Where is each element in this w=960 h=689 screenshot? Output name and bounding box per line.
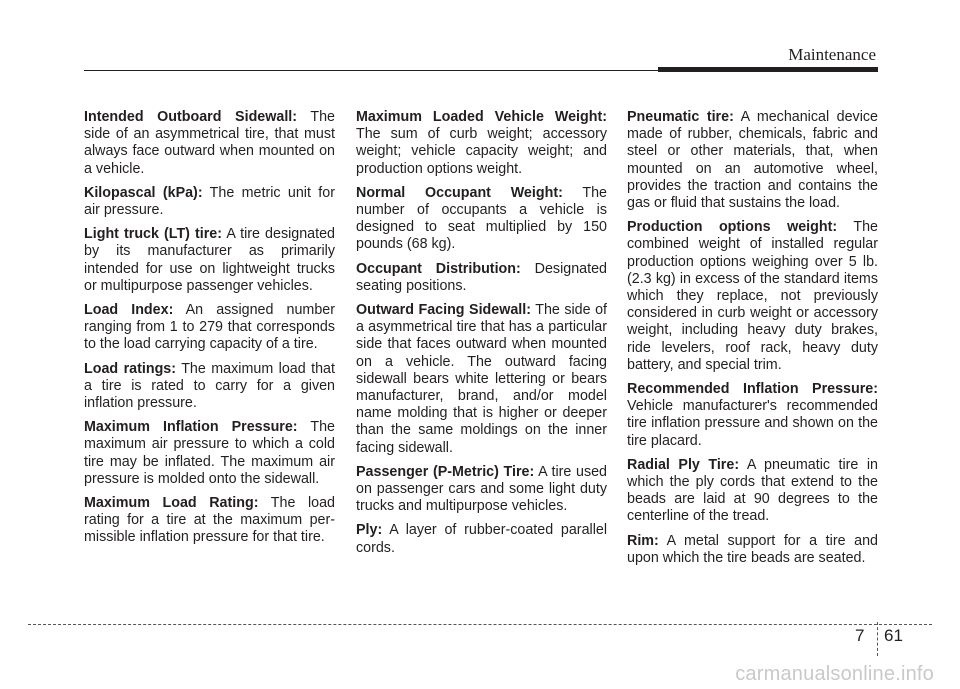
entry-term: Intended Outboard Sidewall: xyxy=(84,109,298,125)
glossary-entry xyxy=(84,226,335,295)
glossary-entry xyxy=(627,109,878,212)
glossary-entry xyxy=(84,302,335,354)
entry-term: Radial Ply Tire: xyxy=(627,456,740,473)
section-title: Maintenance xyxy=(788,45,876,64)
entry-text: The metric unit for air pressure. xyxy=(84,184,335,219)
glossary-entry xyxy=(356,522,607,556)
glossary-entry xyxy=(627,381,878,450)
entry-text: Designated seating positions. xyxy=(356,260,607,294)
entry-text: A tire used on passenger cars and some light duty trucks and multipurpose vehicles. xyxy=(356,463,607,515)
entry-term: Maximum Inflation Pressure: xyxy=(84,419,298,436)
entry-term: Maximum Load Rating: xyxy=(84,495,259,512)
glossary-entry xyxy=(627,219,878,374)
entry-text: The side of an asymmetrical tire, that must always face outward when mounted on a vehicle. xyxy=(84,109,335,177)
entry-text: The maximum air pressure to which a cold tire may be inflated. The maximum air pressure is molded onto the sidewall. xyxy=(84,419,336,487)
column-1 xyxy=(84,109,335,554)
footer-rule xyxy=(28,624,932,625)
entry-text: The combined weight of installed regular production options weighing over 5 lb.(2.3 kg) in excess of the standard items which they replace, not previously considered in curb weight or accessory weight, including heavy duty brakes, ride levelers, roof rack, heavy duty battery, and special trim. xyxy=(627,219,878,373)
entry-term: Load Index: xyxy=(84,302,174,319)
entry-text: A metal support for a tire and upon which the tire beads are seated. xyxy=(627,532,879,566)
entry-text: The number of occupants a vehicle is designed to seat multiplied by 150 pounds (68 kg). xyxy=(356,184,607,253)
glossary-entry xyxy=(356,302,607,457)
entry-term: Light truck (LT) tire: xyxy=(84,226,223,243)
glossary-entry xyxy=(84,185,335,219)
watermark: carmanualsonline.info xyxy=(735,663,934,685)
entry-text: A tire designated by its manufacturer as primarily intended for use on lightweight trucks or multipurpose passenger vehicles. xyxy=(84,226,336,294)
page-number-divider xyxy=(877,622,878,656)
entry-text: A layer of rubber-coated parallel cords. xyxy=(356,522,607,556)
entry-term: Pneumatic tire: xyxy=(627,109,734,125)
glossary-entry xyxy=(84,109,335,178)
glossary-entry xyxy=(356,261,607,295)
entry-text: An assigned number ranging from 1 to 279 that corresponds to the load carrying capacity of a tire. xyxy=(84,302,335,353)
column-3 xyxy=(627,109,878,574)
entry-term: Outward Facing Sidewall: xyxy=(356,302,531,319)
page-number: 61 xyxy=(884,626,903,645)
entry-term: Production options weight: xyxy=(627,219,838,236)
glossary-entry xyxy=(356,185,607,254)
entry-text: Vehicle manufacturer's recommended tire inflation pressure and shown on the tire placard. xyxy=(627,398,878,449)
entry-term: Rim: xyxy=(627,532,659,549)
glossary-entry xyxy=(84,419,335,488)
entry-text: A pneumatic tire in which the ply cords that extend to the beads are laid at 90 degrees to the centerline of the tread. xyxy=(627,456,879,525)
entry-term: Recommended Inflation Pressure: xyxy=(627,381,878,398)
glossary-entry xyxy=(627,533,878,567)
entry-term: Occupant Distribution: xyxy=(356,260,521,277)
glossary-entry xyxy=(84,495,335,547)
entry-term: Kilopascal (kPa): xyxy=(84,184,203,201)
header-accent-bar xyxy=(658,67,878,72)
glossary-entry xyxy=(356,109,607,178)
entry-term: Ply: xyxy=(356,522,383,539)
entry-term: Passenger (P-Metric) Tire: xyxy=(356,463,535,480)
glossary-entry xyxy=(84,361,335,413)
glossary-entry xyxy=(356,464,607,516)
column-2 xyxy=(356,109,607,564)
entry-term: Normal Occupant Weight: xyxy=(356,184,563,201)
glossary-entry xyxy=(627,457,878,526)
entry-term: Load ratings: xyxy=(84,360,177,377)
entry-text: The maximum load that a tire is rated to carry for a given inflation pressure. xyxy=(84,360,335,412)
entry-text: A mechanical device made of rubber, chemicals, fabric and steel or other materials, that, when mounted on an automotive wheel, provides the traction and contains the gas or fluid that sustains the load. xyxy=(627,109,878,212)
entry-text: The load rating for a tire at the maximum permissible inflation pressure for that tire. xyxy=(84,495,335,546)
chapter-number: 7 xyxy=(855,626,865,645)
entry-term: Maximum Loaded Vehicle Weight: xyxy=(356,109,607,125)
entry-text: The sum of curb weight; accessory weight; vehicle capacity weight; and production options weight. xyxy=(356,126,607,177)
entry-text: The side of a asymmetrical tire that has a particular side that faces outward when mounted on a vehicle. The outward facing sidewall bears white lettering or bears manufacturer, brand, and/or model name molding that is higher or deeper than the same moldings on the inner facing sidewall. xyxy=(356,302,607,456)
